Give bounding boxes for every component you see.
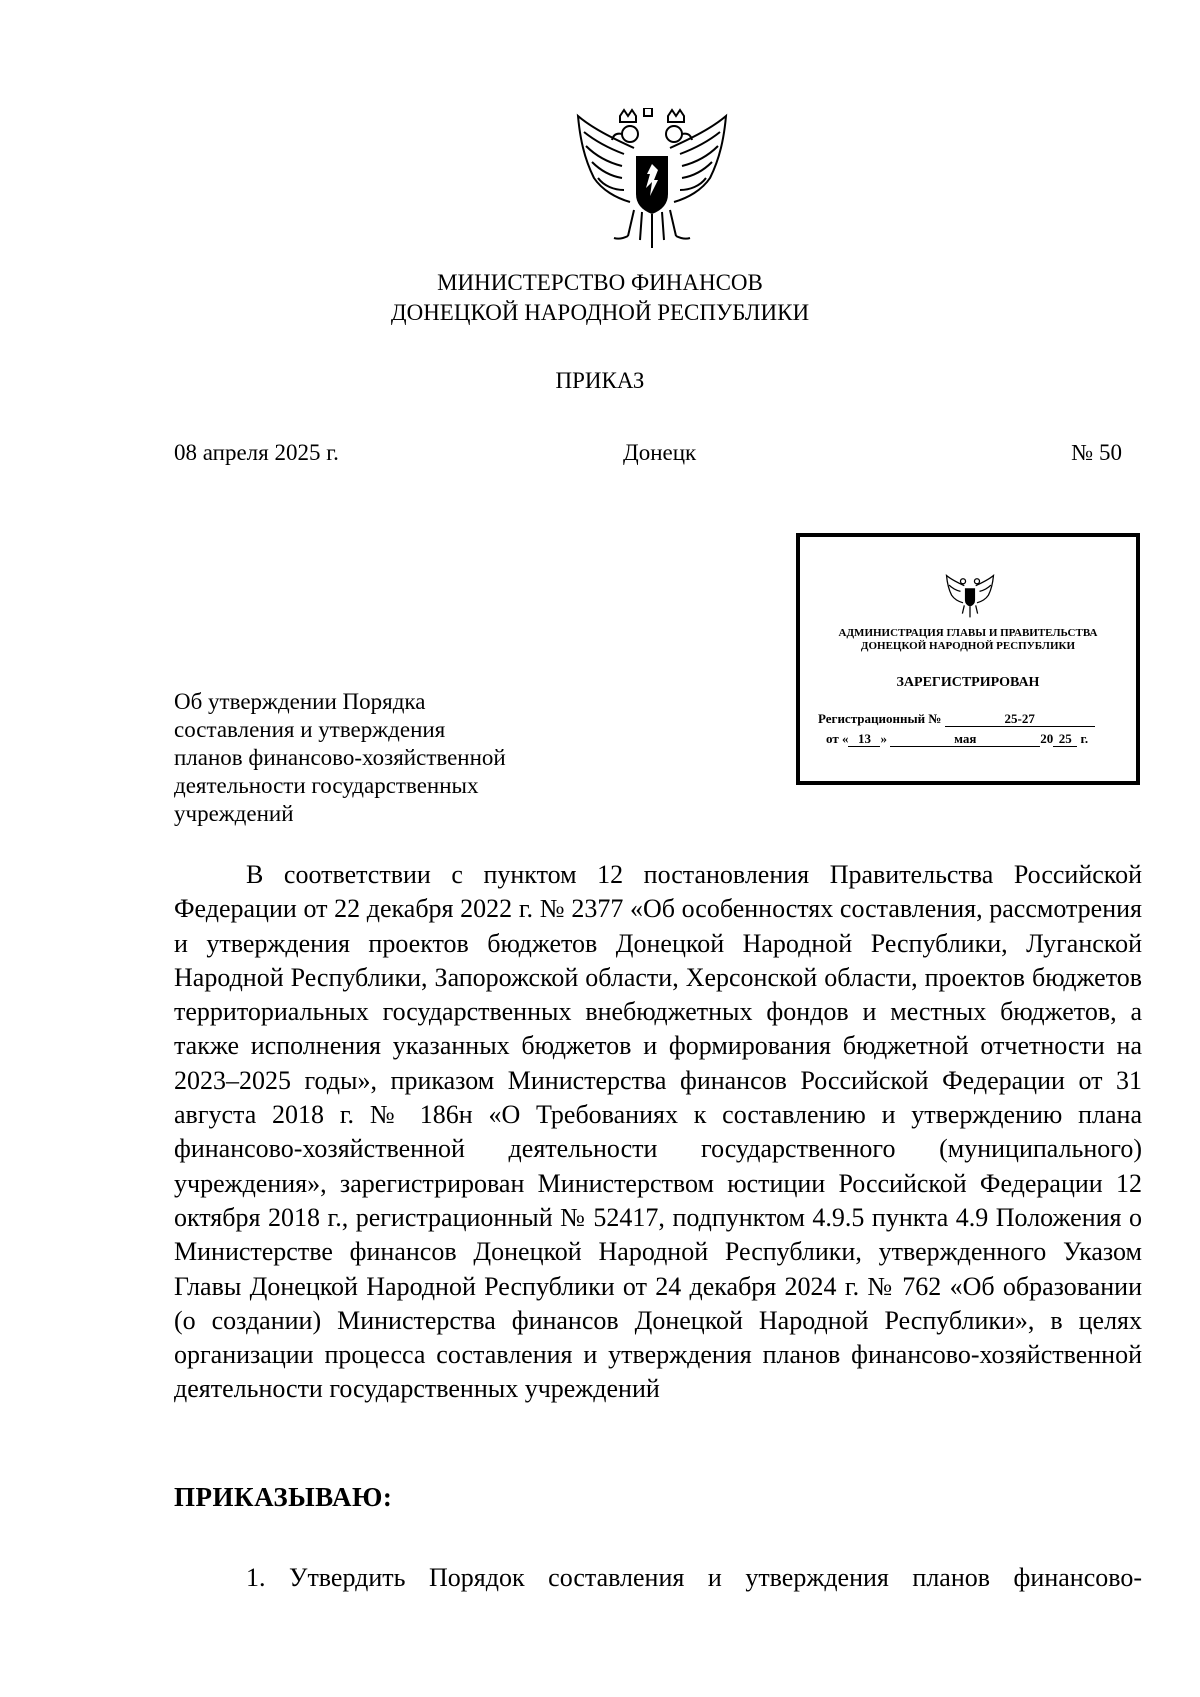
preamble-paragraph: В соответствии с пунктом 12 постановления Правительства Российской Федерации от 22 декабря 2022 г. № 2377 «Об особенностях составления, рассмотрения и утверждения проектов бюджетов Донецкой Народной Республики, Луганской Народной Республики, Запорожской области, Херсонской области, проектов бюджетов территориальных государственных внебюджетных фондов и местных бюджетов, а также исполнения указанных бюджетов и формирования бюджетной отчетности на 2023–2025 годы», приказом Министерства финансов Российской Федерации от 31 августа 2018 г. № 186н «О Требованиях к составлению и утверждению плана финансово-хозяйственной деятельности государственного (муниципального) учреждения», зарегистрирован Министерством юстиции Российской Федерации 12 октября 2018 г., регистрационный № 52417, подпунктом 4.9.5 пункта 4.9 Положения о Министерстве финансов Донецкой Народной Республики, утвержденного Указом Главы Донецкой Народной Республики от 24 декабря 2024 г. № 762 «Об образовании (о создании) Министерства финансов Донецкой Народной Республики», в целях организации процесса составления и утверждения планов финансово-хозяйственной деятельности государственных учреждений	[174, 860, 1142, 1404]
order-heading: ПРИКАЗЫВАЮ:	[174, 1482, 393, 1512]
stamp-date-year-unit: г.	[1080, 731, 1089, 746]
subject-line4: деятельности государственных	[174, 773, 479, 798]
stamp-date-year-prefix: 20	[1040, 731, 1054, 746]
stamp-registration-row	[818, 711, 1095, 727]
subject-line1: Об утверждении Порядка	[174, 689, 426, 714]
subject-line3: планов финансово-хозяйственной	[174, 745, 506, 770]
stamp-date-day: 13	[848, 732, 880, 747]
stamp-date-row	[826, 731, 1088, 747]
stamp-status: ЗАРЕГИСТРИРОВАН	[896, 675, 1040, 690]
stamp-organization	[800, 627, 1136, 653]
stamp-date-year-suffix: 25	[1053, 732, 1077, 747]
document-city: Донецк	[623, 440, 697, 465]
ministry-name-line1: МИНИСТЕРСТВО ФИНАНСОВ	[437, 270, 763, 295]
ministry-name	[300, 268, 900, 328]
stamp-organization-line1: АДМИНИСТРАЦИЯ ГЛАВЫ И ПРАВИТЕЛЬСТВА	[838, 627, 1098, 639]
document-date: 08 апреля 2025 г.	[174, 440, 339, 465]
document-number: № 50	[1071, 440, 1122, 465]
document-type: ПРИКАЗ	[555, 368, 645, 393]
coat-of-arms-icon	[944, 573, 996, 619]
stamp-registration-label: Регистрационный №	[818, 711, 942, 726]
order-item-1: 1. Утвердить Порядок составления и утверждения планов финансово-	[246, 1563, 1142, 1592]
stamp-organization-line2: ДОНЕЦКОЙ НАРОДНОЙ РЕСПУБЛИКИ	[860, 640, 1076, 652]
stamp-date-month: мая	[890, 732, 1040, 747]
subject-line2: составления и утверждения	[174, 717, 446, 742]
ministry-name-line2: ДОНЕЦКОЙ НАРОДНОЙ РЕСПУБЛИКИ	[390, 300, 810, 325]
coat-of-arms-icon	[572, 108, 732, 253]
stamp-registration-number: 25-27	[945, 712, 1095, 727]
stamp-date-day-close: »	[880, 731, 887, 746]
stamp-date-from-label: от «	[826, 731, 849, 746]
subject-line5: учреждений	[174, 801, 294, 826]
document-subject	[174, 688, 554, 828]
registration-stamp	[796, 533, 1140, 785]
